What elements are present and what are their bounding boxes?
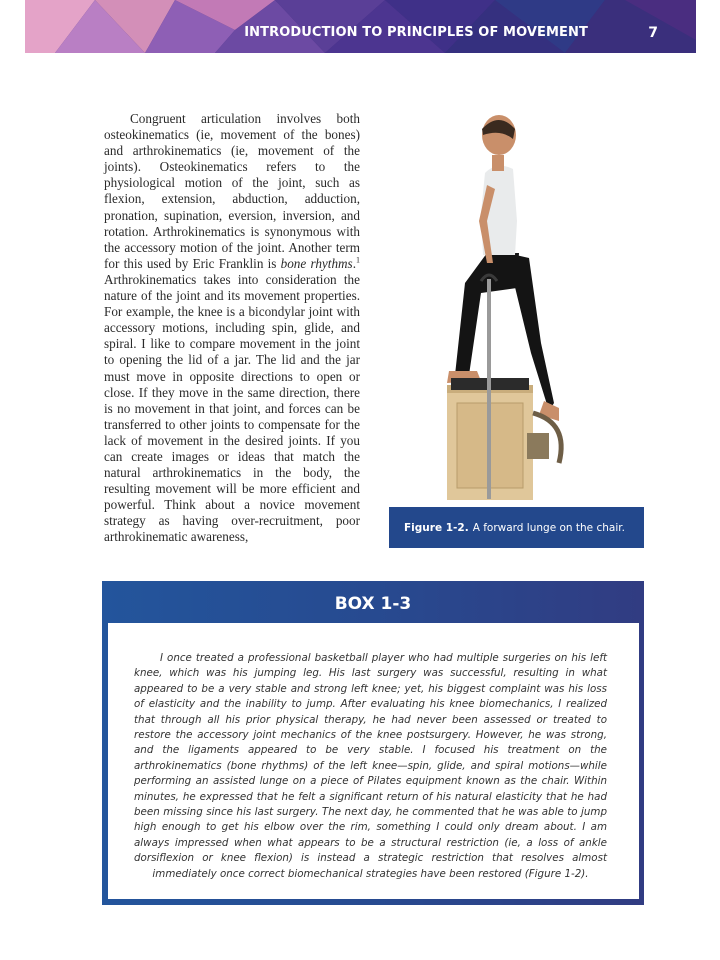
box-content [108, 623, 639, 899]
figure-photo [389, 103, 644, 507]
paragraph-start: Congruent articulation involves both osteokinematics (ie, movement of the bones) and arthrokinematics (ie, movement of the joints). Osteokinematics refers to the physiological motion of the joint, such as flexion, extension, abduction, adduction, pronation, supination, eversion, inversion, and rotation. Arthrokinematics is synonymous with the accessory motion of the joint. Another term for this used by Eric Franklin is [104, 111, 360, 271]
page-header [25, 0, 696, 53]
running-header-title: INTRODUCTION TO PRINCIPLES OF MOVEMENT [244, 25, 588, 40]
emphasis-period: . [352, 255, 356, 271]
box-paragraph [134, 651, 607, 882]
paragraph-end: Arthrokinematics takes into consideration the nature of the joint and its movement properties. For example, the knee is a bicondylar joint with accessory motions, including spin, glide, and spiral. I like to compare movement in the joint to opening the lid of a jar. The lid and the jar must move in opposite directions to open or close. If they move in the same direction, there is no movement in that joint, and forces can be transferred to other joints to compensate for the lack of movement in the desired joints. If you can create images or ideas that match the natural arthrokinematics in the body, the resulting movement will be more efficient and powerful. Think about a novice movement strategy as having over-recruitment, poor arthrokinematic awareness, [104, 271, 360, 545]
emphasis-term: bone rhythms [280, 255, 353, 271]
figure-caption [389, 507, 644, 548]
figure-caption-text: A forward lunge on the chair. [472, 521, 625, 534]
sidebar-box [102, 581, 644, 905]
body-paragraph [104, 111, 360, 546]
footnote-reference: 1 [356, 255, 360, 265]
page-number: 7 [648, 25, 658, 41]
figure-label: Figure 1-2. [404, 521, 469, 534]
box-title: BOX 1-3 [334, 594, 412, 614]
box-text: I once treated a professional basketball player who had multiple surgeries on his left knee, which was his jumping leg. His last surgery was successful, resulting in what appeared to be a very stable and strong left knee; yet, his biggest complaint was his loss of elasticity and the inability to jump. After evaluating his knee biomechanics, I realized that through all his prior physical therapy, he had never been assessed or treated to restore the accessory joint mechanics of the knee postsurgery. However, he was strong, and the ligaments appeared to be very stable. I focused his treatment on the arthrokinematics (bone rhythms) of the left knee—spin, glide, and spiral motions—while performing an assisted lunge on a piece of Pilates equipment known as the chair. Within minutes, he expressed that he felt a significant return of his natural elasticity that he had been missing since his last surgery. The next day, he commented that he was able to jump high enough to get his elbow over the rim, something I could only dream about. I am always impressed when what appears to be a structural restriction (ie, a loss of ankle dorsiflexion or knee flexion) is instead a strategic restriction that resolves almost immediately once correct biomechanical strategies have been restored (Figure 1-2). [134, 652, 607, 880]
